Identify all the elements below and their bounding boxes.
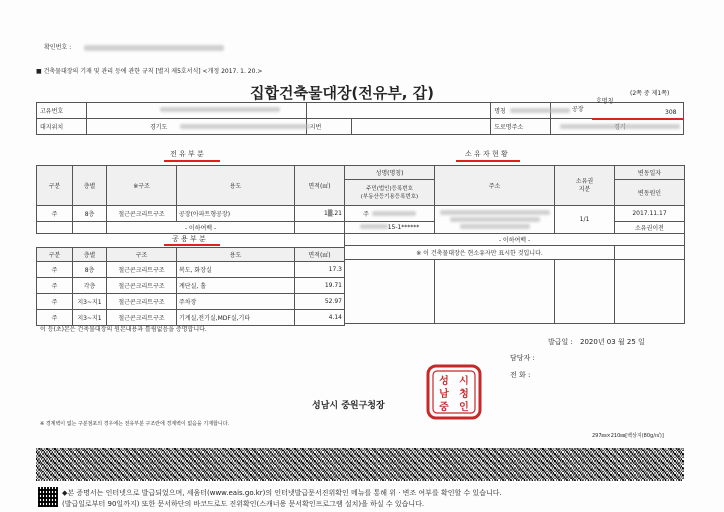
confirmation-label: 확인번호 :	[44, 44, 72, 51]
empty-below-label: - 이하여백 -	[107, 222, 295, 234]
cell: 기계실,전기실,MDF실,기타	[177, 310, 295, 326]
issue-date-value: 2020년 03 월 25 일	[580, 338, 645, 346]
owner-address-header: 주소	[435, 166, 555, 206]
svg-text:인: 인	[459, 402, 469, 413]
svg-text:성: 성	[439, 376, 449, 387]
unit-underline	[592, 118, 684, 120]
svg-text:중: 중	[439, 402, 449, 413]
common-header: 구조	[107, 248, 177, 262]
cell: 주	[37, 206, 73, 222]
issue-date-label: 발급일 :	[548, 338, 573, 346]
cell: 8층	[73, 262, 107, 278]
exclusive-header: 구분	[37, 166, 73, 206]
cell: 17.3	[295, 262, 345, 278]
cell: 철근콘크리트구조	[107, 278, 177, 294]
name-value-redacted	[510, 108, 570, 113]
cell: 공장(아파트형공장)	[177, 206, 295, 222]
cell: 지3~지1	[73, 294, 107, 310]
change-date-value: 2017.11.17	[615, 206, 685, 222]
table-row	[37, 310, 345, 326]
cell: 철근콘크리트구조	[107, 206, 177, 222]
change-reason-value: 소유권이전	[615, 222, 685, 234]
table-row	[37, 294, 345, 310]
table-row	[37, 278, 345, 294]
owner-note: ※ 이 건축물대장은 현소유자만 표시한 것입니다.	[345, 246, 615, 260]
building-info-table	[36, 102, 684, 135]
common-header: 면적(㎡)	[295, 248, 345, 262]
change-reason-header: 변동원인	[615, 180, 685, 206]
common-title-underline	[164, 244, 220, 246]
unique-no-label: 고유번호	[37, 103, 87, 119]
qr-code-icon	[38, 487, 58, 507]
cell: 주차장	[177, 294, 295, 310]
site-value: 경기도	[86, 119, 306, 135]
site-label: 대지위치	[37, 119, 87, 135]
cell: 복도, 화장실	[177, 262, 295, 278]
common-section-title: 공 용 부 분	[172, 235, 206, 243]
cell: 8층	[73, 206, 107, 222]
owner-table	[344, 165, 685, 324]
exclusive-header: 용도	[177, 166, 295, 206]
owner-empty-below: - 이하여백 -	[345, 234, 685, 246]
unique-no-value	[86, 103, 306, 119]
exclusive-header: 면적(㎡)	[295, 166, 345, 206]
change-date-header: 변동일자	[615, 166, 685, 180]
cell: 주	[37, 262, 73, 278]
exclusive-header: 층별	[73, 166, 107, 206]
cell: 계단실, 홀	[177, 278, 295, 294]
document-barcode-overlay	[36, 448, 684, 481]
owner-name-value: 주	[345, 206, 435, 222]
unit-label: 호명칭	[596, 98, 614, 105]
officer-label: 담당자 :	[510, 354, 535, 362]
owner-share-header: 소유권 지분	[555, 166, 615, 206]
document-title: 집합건축물대장(전유부, 갑)	[250, 84, 435, 102]
issuer-name: 성남시 중원구청장	[312, 401, 385, 411]
official-seal	[426, 364, 482, 420]
road-value-redacted	[560, 124, 680, 129]
phone-label: 전 화 :	[510, 371, 531, 379]
name-value: 공장	[572, 106, 584, 113]
cell: 1▒.21	[295, 206, 345, 222]
confirmation-number-redacted	[84, 45, 224, 51]
table-row	[37, 206, 345, 222]
site-value-redacted	[180, 124, 310, 129]
footnote: ※ 경계벽이 없는 구분점포의 경우에는 전유부분 구조란에 경계벽이 없음을 기재합니다.	[40, 421, 230, 427]
cell: 52.97	[295, 294, 345, 310]
exclusive-section-title: 전 유 부 분	[170, 150, 204, 158]
cell: 4.14	[295, 310, 345, 326]
svg-text:시: 시	[459, 376, 469, 387]
owner-reg-header: 주민(법인)등록번호 (부동산등기용등록번호)	[345, 180, 435, 206]
exclusive-title-underline	[164, 160, 220, 162]
notice-line-2: (발급일로부터 90일까지) 또한 문서하단의 바코드로도 진위확인(스캐너용 문서확인프로그램 설치)을 하실 수 있습니다.	[62, 500, 425, 508]
cell: 철근콘크리트구조	[107, 262, 177, 278]
road-label: 도로명주소	[491, 119, 551, 135]
owner-share-value: 1/1	[555, 206, 615, 234]
page-indicator: (2쪽 중 제1쪽)	[630, 90, 670, 97]
certify-text: 이 등(초)본은 건축물대장의 원본내용과 틀림없음을 증명합니다.	[40, 326, 207, 333]
legal-basis: ■ 건축물대장의 기재 및 관리 등에 관한 규칙 [별지 제5호서식] <개정 2017. 1. 20.>	[36, 68, 263, 75]
owner-title-underline	[456, 160, 520, 162]
cell: 철근콘크리트구조	[107, 310, 177, 326]
notice-line-1: ◆본 증명서는 인터넷으로 발급되었으며, 세움터(www.eais.go.kr)의 인터넷발급문서진위확인 메뉴를 통해 위 · 변조 여부를 확인할 수 있습니다.	[62, 489, 502, 497]
cell: 각층	[73, 278, 107, 294]
exclusive-header: ※구조	[107, 166, 177, 206]
common-header: 용도	[177, 248, 295, 262]
common-header: 구분	[37, 248, 73, 262]
common-header: 층별	[73, 248, 107, 262]
lot-label: 지번	[306, 119, 351, 135]
cell: 주	[37, 310, 73, 326]
common-table	[36, 247, 345, 326]
cell: 철근콘크리트구조	[107, 294, 177, 310]
svg-text:남: 남	[439, 389, 449, 400]
svg-text:청: 청	[459, 389, 469, 400]
table-row	[37, 262, 345, 278]
owner-section-title: 소 유 자 현 황	[465, 150, 508, 158]
cell: 주	[37, 294, 73, 310]
unit-value: 308	[665, 109, 677, 116]
cell: 19.71	[295, 278, 345, 294]
cell: 지3~지1	[73, 310, 107, 326]
exclusive-table	[36, 165, 345, 234]
owner-name-header: 성명(명칭)	[345, 166, 435, 180]
name-label: 명칭	[491, 103, 551, 119]
owner-reg-value: 15-1******	[345, 222, 435, 234]
paper-size: 297㎜×210㎜[백상지(80g/㎡)]	[592, 433, 664, 439]
owner-address-value	[435, 206, 555, 234]
cell: 주	[37, 278, 73, 294]
